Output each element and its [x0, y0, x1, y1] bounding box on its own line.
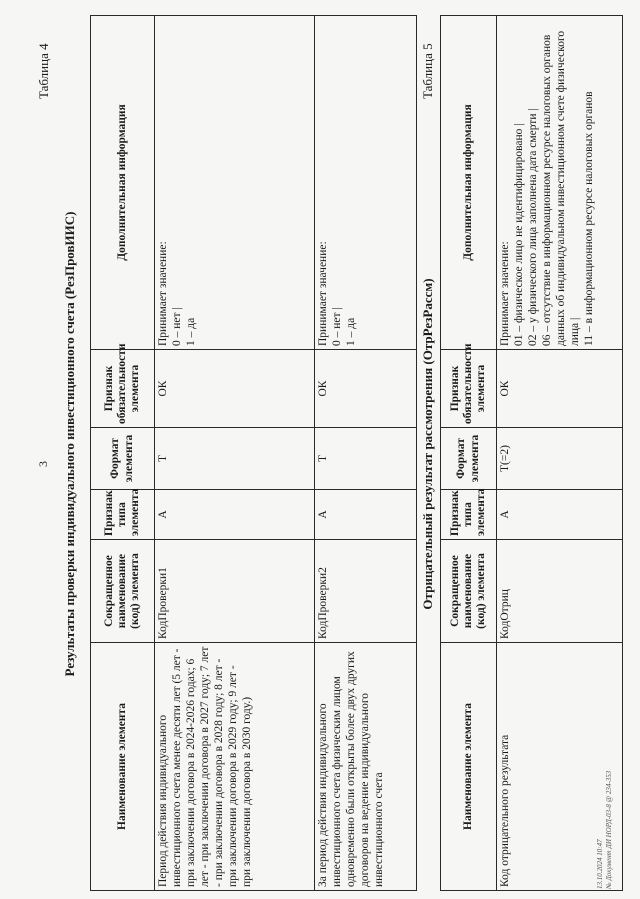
info-line: Принимает значение: [157, 241, 169, 346]
table4-header-name: Наименование элемента [91, 643, 155, 891]
info-line: 02 – у физического лица заполнена дата смерти | [527, 108, 540, 346]
table4-row1-code: КодПроверки1 [155, 540, 315, 643]
table4-row1-name: Период действия индивидуального инвестиционного счета менее десяти лет (5 лет - при заключении договора в 2024-2026 годах; 6 лет - при заключении договора в 2027 году; 7 лет - при заключении договора в 2028 году; 8 лет - при заключении договора в 2029 году; 9 лет - при заключении договора в 2030 году.) [155, 643, 315, 891]
table5-row1-required: ОК [497, 350, 623, 428]
table5-header-format: Формат элемента [441, 428, 497, 490]
info-line: 1 – да [345, 317, 358, 346]
table4-row1-required: ОК [155, 350, 315, 428]
table4-header-row [91, 16, 155, 891]
stamp-line: № Документ ДИ НОРД-03-8 @ 234-353 [605, 770, 614, 889]
table5-row1-info [497, 16, 623, 350]
table4-row2-name: За период действия индивидуального инвестиционного счета физическим лицом одновременно были открыты более двух других договоров на ведение индивидуального инвестиционного счета [315, 643, 417, 891]
table5-title: Отрицательный результат рассмотрения (ОтрРезРассм) [420, 278, 435, 610]
info-line: 11 – в информационном ресурсе налоговых органов [583, 91, 596, 346]
info-line: Принимает значение: [317, 241, 329, 346]
table4-row2-code: КодПроверки2 [315, 540, 417, 643]
table4 [90, 15, 417, 891]
table5-header-code: Сокращенное наименование (код) элемента [441, 540, 497, 643]
stamp-line: 13.10.2024 10:47 [596, 839, 604, 889]
table4-row2-type: А [315, 490, 417, 540]
table4-row2-format: Т [315, 428, 417, 490]
table5-header-name: Наименование элемента [441, 643, 497, 891]
info-line: 0 – нет | [171, 307, 184, 346]
table5-header-type: Признак типа элемента [441, 490, 497, 540]
table5-row1-type: А [497, 490, 623, 540]
table4-header-format: Формат элемента [91, 428, 155, 490]
table4-row2-required: ОК [315, 350, 417, 428]
table4-header-type: Признак типа элемента [91, 490, 155, 540]
table5 [440, 15, 623, 891]
table4-header-required: Признак обязательности элемента [91, 350, 155, 428]
table-row [155, 16, 315, 891]
table-row [497, 16, 623, 891]
table5-header-info: Дополнительная информация [441, 16, 497, 350]
info-line: 01 – физическое лицо не идентифицировано | [513, 123, 526, 346]
page-number: 3 [36, 461, 50, 467]
table4-header-info: Дополнительная информация [91, 16, 155, 350]
info-line: 1 – да [185, 317, 198, 346]
table5-row1-name: Код отрицательного результата [497, 643, 623, 891]
table4-header-code: Сокращенное наименование (код) элемента [91, 540, 155, 643]
info-line: 0 – нет | [331, 307, 344, 346]
table5-row1-code: КодОтриц [497, 540, 623, 643]
document-stamp [596, 771, 614, 889]
table4-label: Таблица 4 [36, 43, 51, 99]
table4-row1-info [155, 16, 315, 350]
info-line: Принимает значение: [499, 241, 511, 346]
table4-row2-info [315, 16, 417, 350]
table5-label: Таблица 5 [420, 43, 435, 99]
table5-header-required: Признак обязательности элемента [441, 350, 497, 428]
info-line: 06 – отсутствие в информационном ресурсе налоговых органов данных об индивидуальном инвестиционном счете физического лица | [541, 30, 582, 346]
table5-header-row [441, 16, 497, 891]
table4-row1-format: Т [155, 428, 315, 490]
table-row [315, 16, 417, 891]
table4-row1-type: А [155, 490, 315, 540]
table4-title: Результаты проверки индивидуального инвестиционного счета (РезПровИИС) [62, 211, 77, 677]
table5-row1-format: Т(=2) [497, 428, 623, 490]
